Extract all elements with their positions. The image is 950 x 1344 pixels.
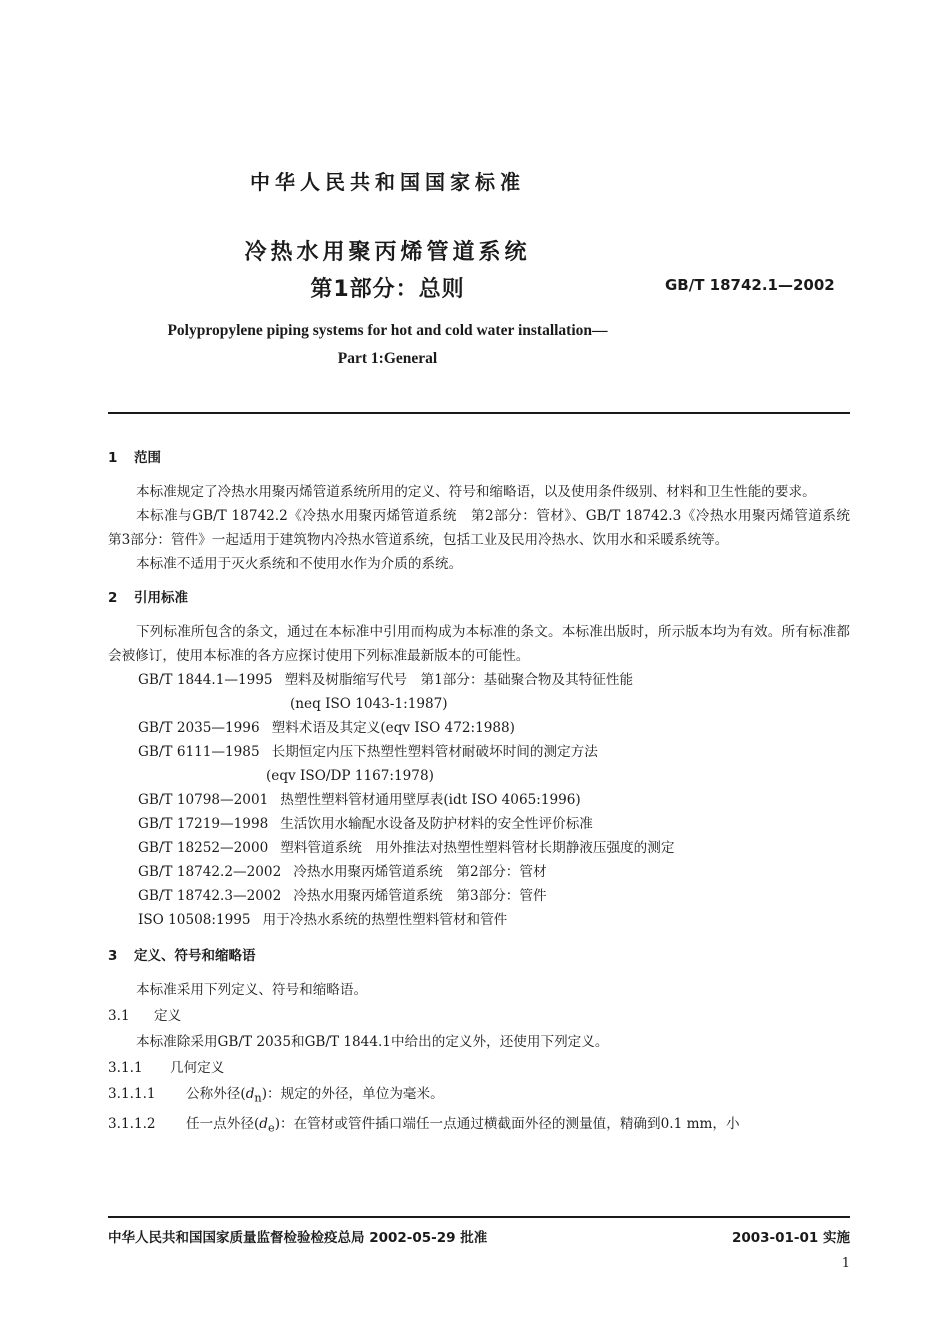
title-chinese-line1: 冷热水用聚丙烯管道系统 — [244, 240, 531, 265]
reference-item: GB/T 1844.1—1995 塑料及树脂缩写代号 第1部分：基础聚合物及其特征性能 — [138, 672, 634, 688]
section-number: 3 — [108, 948, 118, 964]
reference-item: ISO 10508:1995 用于冷热水系统的热塑性塑料管材和管件 — [138, 912, 508, 928]
section-title: 范围 — [134, 450, 161, 466]
reference-list — [108, 668, 850, 932]
effective-date: 2003-01-01 实施 — [731, 1230, 850, 1246]
reference-item: GB/T 18742.3—2002 冷热水用聚丙烯管道系统 第3部分：管件 — [138, 888, 547, 904]
subsection-number: 3.1.1 — [108, 1060, 143, 1076]
subsection-3-1-1 — [108, 1056, 850, 1080]
section-number: 2 — [108, 590, 118, 606]
paragraph: 本标准与GB/T 18742.2《冷热水用聚丙烯管道系统 第2部分：管材》、GB/T 18742.3《冷热水用聚丙烯管道系统 第3部分：管件》一起适用于建筑物内冷热水管道系统，包括工业及民用冷热水、饮用水和采暖系统等。 — [108, 508, 864, 548]
reference-item: GB/T 17219—1998 生活饮用水输配水设备及防护材料的安全性评价标准 — [138, 816, 593, 832]
section-2-heading — [108, 586, 850, 610]
reference-item: GB/T 18252—2000 塑料管道系统 用外推法对热塑性塑料管材长期静液压强度的测定 — [138, 840, 675, 856]
reference-item: GB/T 18742.2—2002 冷热水用聚丙烯管道系统 第2部分：管材 — [138, 864, 547, 880]
title-chinese-line2: 第1部分：总则 — [310, 277, 465, 302]
definition-3-1-1-2: 3.1.1.2 任一点外径$(d_e)$：在管材或管件插口端任一点通过横截面外径的测量值，精确到0.1 mm，小 — [108, 1112, 850, 1140]
subsection-number: 3.1 — [108, 1008, 130, 1024]
section-title: 引用标准 — [134, 590, 188, 606]
reference-item: GB/T 10798—2001 热塑性塑料管材通用壁厚表(idt ISO 4065:1996) — [138, 792, 581, 808]
section-title: 定义、符号和缩略语 — [134, 948, 256, 964]
paragraph: 本标准规定了冷热水用聚丙烯管道系统所用的定义、符号和缩略语，以及使用条件级别、材料和卫生性能的要求。 — [136, 484, 816, 500]
subsection-number: 3.1.1.1 — [108, 1086, 156, 1102]
standard-type: 中华人民共和国国家标准 — [250, 170, 525, 194]
subsection-title: 几何定义 — [170, 1060, 225, 1076]
title-english-line2: Part 1:General — [337, 350, 438, 367]
reference-item: GB/T 6111—1985 长期恒定内压下热塑性塑料管材耐破坏时间的测定方法 — [138, 744, 598, 760]
paragraph: 下列标准所包含的条文，通过在本标准中引用而构成为本标准的条文。本标准出版时，所示版本均为有效。所有标准都会被修订，使用本标准的各方应探讨使用下列标准最新版本的可能性。 — [108, 624, 850, 664]
subsection-3-1 — [108, 1004, 850, 1028]
title-english-line1: Polypropylene piping systems for hot and cold water installation— — [167, 322, 608, 339]
paragraph: 本标准不适用于灭火系统和不使用水作为介质的系统。 — [136, 556, 463, 572]
subsection-title: 定义 — [154, 1008, 182, 1024]
page-number: 1 — [841, 1256, 850, 1271]
definition-3-1-1-1: 3.1.1.1 公称外径$(d_n)$：规定的外径，单位为毫米。 — [108, 1082, 850, 1110]
standard-code: GB/T 18742.1—2002 — [665, 276, 835, 294]
footer-divider — [108, 1216, 850, 1218]
section-number: 1 — [108, 450, 118, 466]
section-3-heading — [108, 944, 850, 968]
header-divider — [108, 412, 850, 414]
body-content — [108, 440, 864, 1141]
reference-item: GB/T 2035—1996 塑料术语及其定义(eqv ISO 472:1988) — [138, 720, 515, 736]
subsection-number: 3.1.1.2 — [108, 1115, 156, 1132]
paragraph: 本标准除采用GB/T 2035和GB/T 1844.1中给出的定义外，还使用下列定义。 — [136, 1034, 609, 1050]
reference-note: (eqv ISO/DP 1167:1978) — [266, 768, 434, 784]
paragraph: 本标准采用下列定义、符号和缩略语。 — [136, 982, 368, 998]
reference-note: (neq ISO 1043-1:1987) — [290, 696, 448, 712]
issuer-approval: 中华人民共和国国家质量监督检验检疫总局 2002-05-29 批准 — [108, 1230, 488, 1246]
section-1-heading — [108, 446, 850, 470]
